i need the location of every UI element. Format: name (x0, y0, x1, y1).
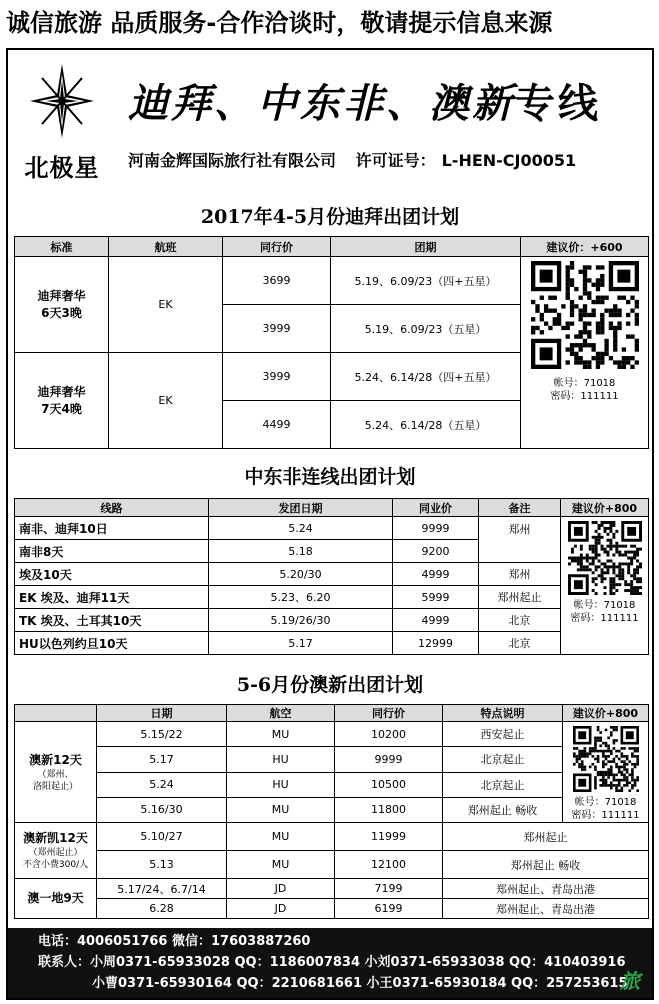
header-note: 备注 (479, 499, 561, 517)
route: TK 埃及、土耳其10天 (15, 609, 209, 632)
header-price: 同行价 (335, 705, 443, 722)
note: 北京起止 (443, 772, 563, 797)
footer-line-1: 电话：4006051766 微信：17603887260 (38, 934, 311, 949)
table-row (15, 772, 649, 797)
company-info (128, 148, 648, 171)
price: 10500 (335, 772, 443, 797)
airline: JD (227, 879, 335, 899)
header-airline: 航空 (227, 705, 335, 722)
account: 帐号：71018 (574, 797, 637, 808)
dubai-flight-2: EK (109, 353, 223, 449)
qr-code-icon (573, 726, 639, 792)
note: 郑州起止 (479, 586, 561, 609)
dubai-product-2: 迪拜奢华 7天4晚 (15, 353, 109, 449)
date: 5.15/22 (97, 722, 227, 747)
footer-line-2: 联系人：小周0371-65933028 QQ：1186007834 小刘0371-65933038 QQ：410403916 (38, 955, 626, 970)
aunz-product-1: 澳新12天 （郑州、 洛阳起止） (15, 722, 97, 823)
note: 北京 (479, 609, 561, 632)
aunz-table (14, 704, 649, 919)
account: 帐号：71018 (573, 600, 636, 611)
qr-code-icon (531, 261, 639, 369)
price: 4999 (393, 563, 479, 586)
airline: MU (227, 797, 335, 822)
price: 9999 (393, 517, 479, 540)
route: 南非8天 (15, 540, 209, 563)
note: 西安起止 (443, 722, 563, 747)
header-route: 线路 (15, 499, 209, 517)
note: 郑州起止、青岛出港 (443, 899, 649, 919)
table-row (15, 899, 649, 919)
date: 6.28 (97, 899, 227, 919)
date: 5.20/30 (209, 563, 393, 586)
qr-code-icon (568, 521, 642, 595)
note: 北京起止 (443, 747, 563, 772)
route: 南非、迪拜10日 (15, 517, 209, 540)
note: 郑州起止、青岛出港 (443, 879, 649, 899)
airline: MU (227, 851, 335, 879)
table-row (15, 609, 649, 632)
price: 4999 (393, 609, 479, 632)
header-date: 日期 (97, 705, 227, 722)
mideast-section-title: 中东非连线出团计划 (244, 466, 416, 488)
aunz-qr-cell (563, 722, 649, 823)
table-row (15, 851, 649, 879)
table-row (15, 879, 649, 899)
price: 3999 (223, 305, 331, 353)
table-row (15, 797, 649, 822)
price: 12999 (393, 632, 479, 655)
footer-line-3: 小曹0371-65930164 QQ：2210681661 小王0371-65930184 QQ：257253615 (92, 976, 628, 991)
price: 12100 (335, 851, 443, 879)
top-banner: 诚信旅游 品质服务-合作洽谈时，敬请提示信息来源 (0, 0, 659, 46)
date: 5.13 (97, 851, 227, 879)
header-standard: 标准 (15, 237, 109, 257)
note: 郑州起止 (443, 823, 649, 851)
dates: 5.19、6.09/23（五星） (331, 305, 521, 353)
table-row (15, 257, 649, 305)
license-label: 许可证号： (355, 151, 436, 170)
header-suggested-price: 建议价：+600 (521, 237, 649, 257)
date: 5.24 (97, 772, 227, 797)
watermark: 旅 (620, 969, 640, 993)
price: 11999 (335, 823, 443, 851)
route: HU以色列约旦10天 (15, 632, 209, 655)
header-dates: 团期 (331, 237, 521, 257)
header-price: 同行价 (223, 237, 331, 257)
logo-name: 北极星 (24, 154, 100, 182)
slogan-strong: 专线 (515, 81, 601, 127)
airline: HU (227, 772, 335, 797)
note: 郑州 (479, 517, 561, 563)
price: 11800 (335, 797, 443, 822)
note: 郑州起止 畅收 (443, 797, 563, 822)
dubai-section-title: 2017年4-5月份迪拜出团计划 (200, 206, 460, 228)
date: 5.17/24、6.7/14 (97, 879, 227, 899)
date: 5.18 (209, 540, 393, 563)
dubai-flight-1: EK (109, 257, 223, 353)
company-name: 河南金辉国际旅行社有限公司 (128, 151, 337, 170)
airline: JD (227, 899, 335, 919)
password: 密码：111111 (550, 391, 619, 402)
price: 3999 (223, 353, 331, 401)
table-row (15, 586, 649, 609)
aunz-product-2: 澳新凯12天 （郑州起止） 不含小费300/人 (15, 823, 97, 879)
contact-footer (8, 928, 652, 998)
slogan-main: 迪拜、中东非、澳新 (128, 80, 515, 127)
mideast-header-row (15, 499, 649, 517)
dates: 5.19、6.09/23（四+五星） (331, 257, 521, 305)
license-number: L-HEN-CJ00051 (441, 151, 577, 170)
price: 5999 (393, 586, 479, 609)
route: 埃及10天 (15, 563, 209, 586)
price: 7199 (335, 879, 443, 899)
price: 6199 (335, 899, 443, 919)
header-features: 特点说明 (443, 705, 563, 722)
brand-logo (14, 64, 110, 184)
table-row (15, 722, 649, 747)
route: EK 埃及、迪拜11天 (15, 586, 209, 609)
airline: MU (227, 823, 335, 851)
header-depart-date: 发团日期 (209, 499, 393, 517)
airline: HU (227, 747, 335, 772)
password: 密码：111111 (571, 810, 640, 821)
note: 郑州 (479, 563, 561, 586)
date: 5.17 (97, 747, 227, 772)
header-blank (15, 705, 97, 722)
table-row (15, 823, 649, 851)
table-row (15, 747, 649, 772)
account: 帐号：71018 (553, 378, 616, 389)
table-row (15, 517, 649, 540)
date: 5.17 (209, 632, 393, 655)
password: 密码：111111 (570, 613, 639, 624)
price: 9200 (393, 540, 479, 563)
note: 北京 (479, 632, 561, 655)
date: 5.23、6.20 (209, 586, 393, 609)
header-price: 同业价 (393, 499, 479, 517)
dates: 5.24、6.14/28（四+五星） (331, 353, 521, 401)
dubai-table (14, 236, 649, 449)
airline: MU (227, 722, 335, 747)
slogan (128, 72, 648, 130)
date: 5.10/27 (97, 823, 227, 851)
dates: 5.24、6.14/28（五星） (331, 401, 521, 449)
header-suggested-price: 建议价+800 (561, 499, 649, 517)
aunz-product-3: 澳一地9天 (15, 879, 97, 919)
dubai-qr-cell (521, 257, 649, 449)
table-row (15, 563, 649, 586)
aunz-header-row (15, 705, 649, 722)
table-row (15, 632, 649, 655)
price: 3699 (223, 257, 331, 305)
header-flight: 航班 (109, 237, 223, 257)
price: 4499 (223, 401, 331, 449)
date: 5.19/26/30 (209, 609, 393, 632)
mideast-table (14, 498, 649, 655)
price: 9999 (335, 747, 443, 772)
header-suggested-price: 建议价+800 (563, 705, 649, 722)
date: 5.16/30 (97, 797, 227, 822)
dubai-product-1: 迪拜奢华 6天3晚 (15, 257, 109, 353)
mideast-qr-cell (561, 517, 649, 655)
price: 10200 (335, 722, 443, 747)
note: 郑州起止 畅收 (443, 851, 649, 879)
north-star-icon (30, 64, 94, 138)
dubai-header-row (15, 237, 649, 257)
aunz-section-title: 5-6月份澳新出团计划 (236, 674, 424, 696)
date: 5.24 (209, 517, 393, 540)
